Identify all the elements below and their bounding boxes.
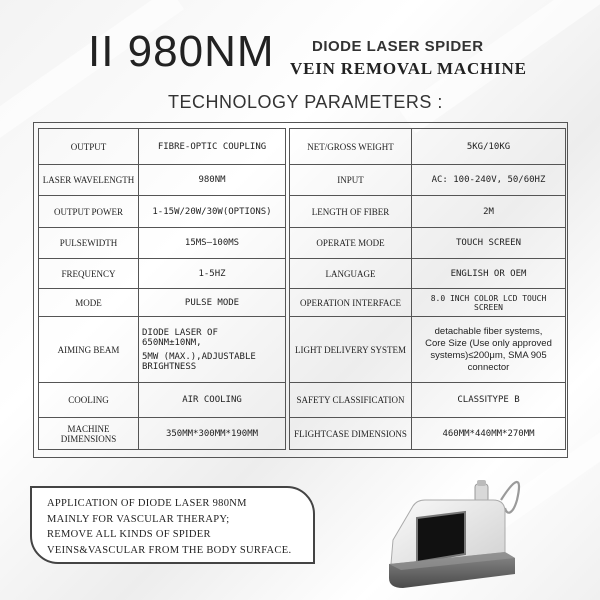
- product-title-line1: DIODE LASER SPIDER: [312, 38, 484, 55]
- param-value: 8.0 INCH COLOR LCD TOUCH SCREEN: [412, 289, 566, 317]
- table-row: [39, 228, 286, 259]
- model-title: II 980NM: [88, 27, 275, 76]
- param-label: LANGUAGE: [290, 259, 412, 289]
- param-value-line: systems)≤200μm, SMA 905: [430, 349, 547, 361]
- param-value: 2M: [412, 196, 566, 228]
- param-value: 980NM: [139, 165, 286, 196]
- param-label: FREQUENCY: [39, 259, 139, 289]
- table-row: [39, 418, 286, 450]
- param-label: OPERATION INTERFACE: [290, 289, 412, 317]
- param-label: FLIGHTCASE DIMENSIONS: [290, 418, 412, 450]
- param-value: PULSE MODE: [139, 289, 286, 317]
- touch-screen: [417, 512, 465, 562]
- param-value-line: DIODE LASER OF 650NM±10NM,: [142, 327, 218, 348]
- laser-machine-icon: [383, 470, 533, 595]
- application-line: VEINS&VASCULAR FROM THE BODY SURFACE.: [47, 544, 292, 556]
- param-label: OUTPUT POWER: [39, 196, 139, 228]
- param-value-line: 5MW (MAX.),ADJUSTABLE BRIGHTNESS: [142, 351, 256, 372]
- table-row: [39, 289, 286, 317]
- table-row: [290, 383, 566, 418]
- param-value: [412, 317, 566, 383]
- table-row: [39, 259, 286, 289]
- param-label: NET/GROSS WEIGHT: [290, 129, 412, 165]
- handpiece-tip: [477, 480, 486, 486]
- param-value: 1-15W/20W/30W(OPTIONS): [139, 196, 286, 228]
- param-label: COOLING: [39, 383, 139, 418]
- application-box: [30, 486, 315, 564]
- handpiece-holder: [475, 484, 488, 502]
- table-row: [39, 383, 286, 418]
- param-label: LIGHT DELIVERY SYSTEM: [290, 317, 412, 383]
- table-row: [290, 196, 566, 228]
- param-value: 1-5HZ: [139, 259, 286, 289]
- table-row: [39, 196, 286, 228]
- table-row: [290, 317, 566, 383]
- section-title: TECHNOLOGY PARAMETERS :: [168, 92, 443, 112]
- table-row: [39, 317, 286, 383]
- application-line: MAINLY FOR VASCULAR THERAPY;: [47, 513, 230, 525]
- parameters-table-left: [38, 128, 286, 450]
- table-row: [290, 259, 566, 289]
- param-value: AC: 100-240V, 50/60HZ: [412, 165, 566, 196]
- table-row: [290, 289, 566, 317]
- param-label: OUTPUT: [39, 129, 139, 165]
- param-value: ENGLISH OR OEM: [412, 259, 566, 289]
- param-value: TOUCH SCREEN: [412, 228, 566, 259]
- parameters-table-right: [289, 128, 566, 450]
- param-value: [139, 317, 286, 383]
- table-row: [39, 165, 286, 196]
- table-row: [290, 228, 566, 259]
- param-value: FIBRE-OPTIC COUPLING: [139, 129, 286, 165]
- param-label: MACHINE DIMENSIONS: [39, 418, 139, 450]
- param-label: MODE: [39, 289, 139, 317]
- param-label: LASER WAVELENGTH: [39, 165, 139, 196]
- param-label: INPUT: [290, 165, 412, 196]
- param-label: PULSEWIDTH: [39, 228, 139, 259]
- table-row: [290, 129, 566, 165]
- param-label: SAFETY CLASSIFICATION: [290, 383, 412, 418]
- application-line: APPLICATION OF DIODE LASER 980NM: [47, 498, 247, 509]
- param-value-line: connector: [467, 361, 510, 373]
- param-value: 15MS—100MS: [139, 228, 286, 259]
- product-title-line2: VEIN REMOVAL MACHINE: [290, 59, 527, 78]
- param-value: 460MM*440MM*270MM: [412, 418, 566, 450]
- param-label: LENGTH OF FIBER: [290, 196, 412, 228]
- param-value-line: Core Size (Use only approved: [425, 337, 552, 349]
- table-row: [39, 129, 286, 165]
- table-row: [290, 165, 566, 196]
- param-label: OPERATE MODE: [290, 228, 412, 259]
- param-value: CLASSⅠTYPE B: [412, 383, 566, 418]
- param-value: AIR COOLING: [139, 383, 286, 418]
- table-row: [290, 418, 566, 450]
- application-line: REMOVE ALL KINDS OF SPIDER: [47, 529, 211, 540]
- param-value: 5KG/10KG: [412, 129, 566, 165]
- param-label: AIMING BEAM: [39, 317, 139, 383]
- param-value-line: detachable fiber systems,: [434, 325, 543, 337]
- param-value: 350MM*300MM*190MM: [139, 418, 286, 450]
